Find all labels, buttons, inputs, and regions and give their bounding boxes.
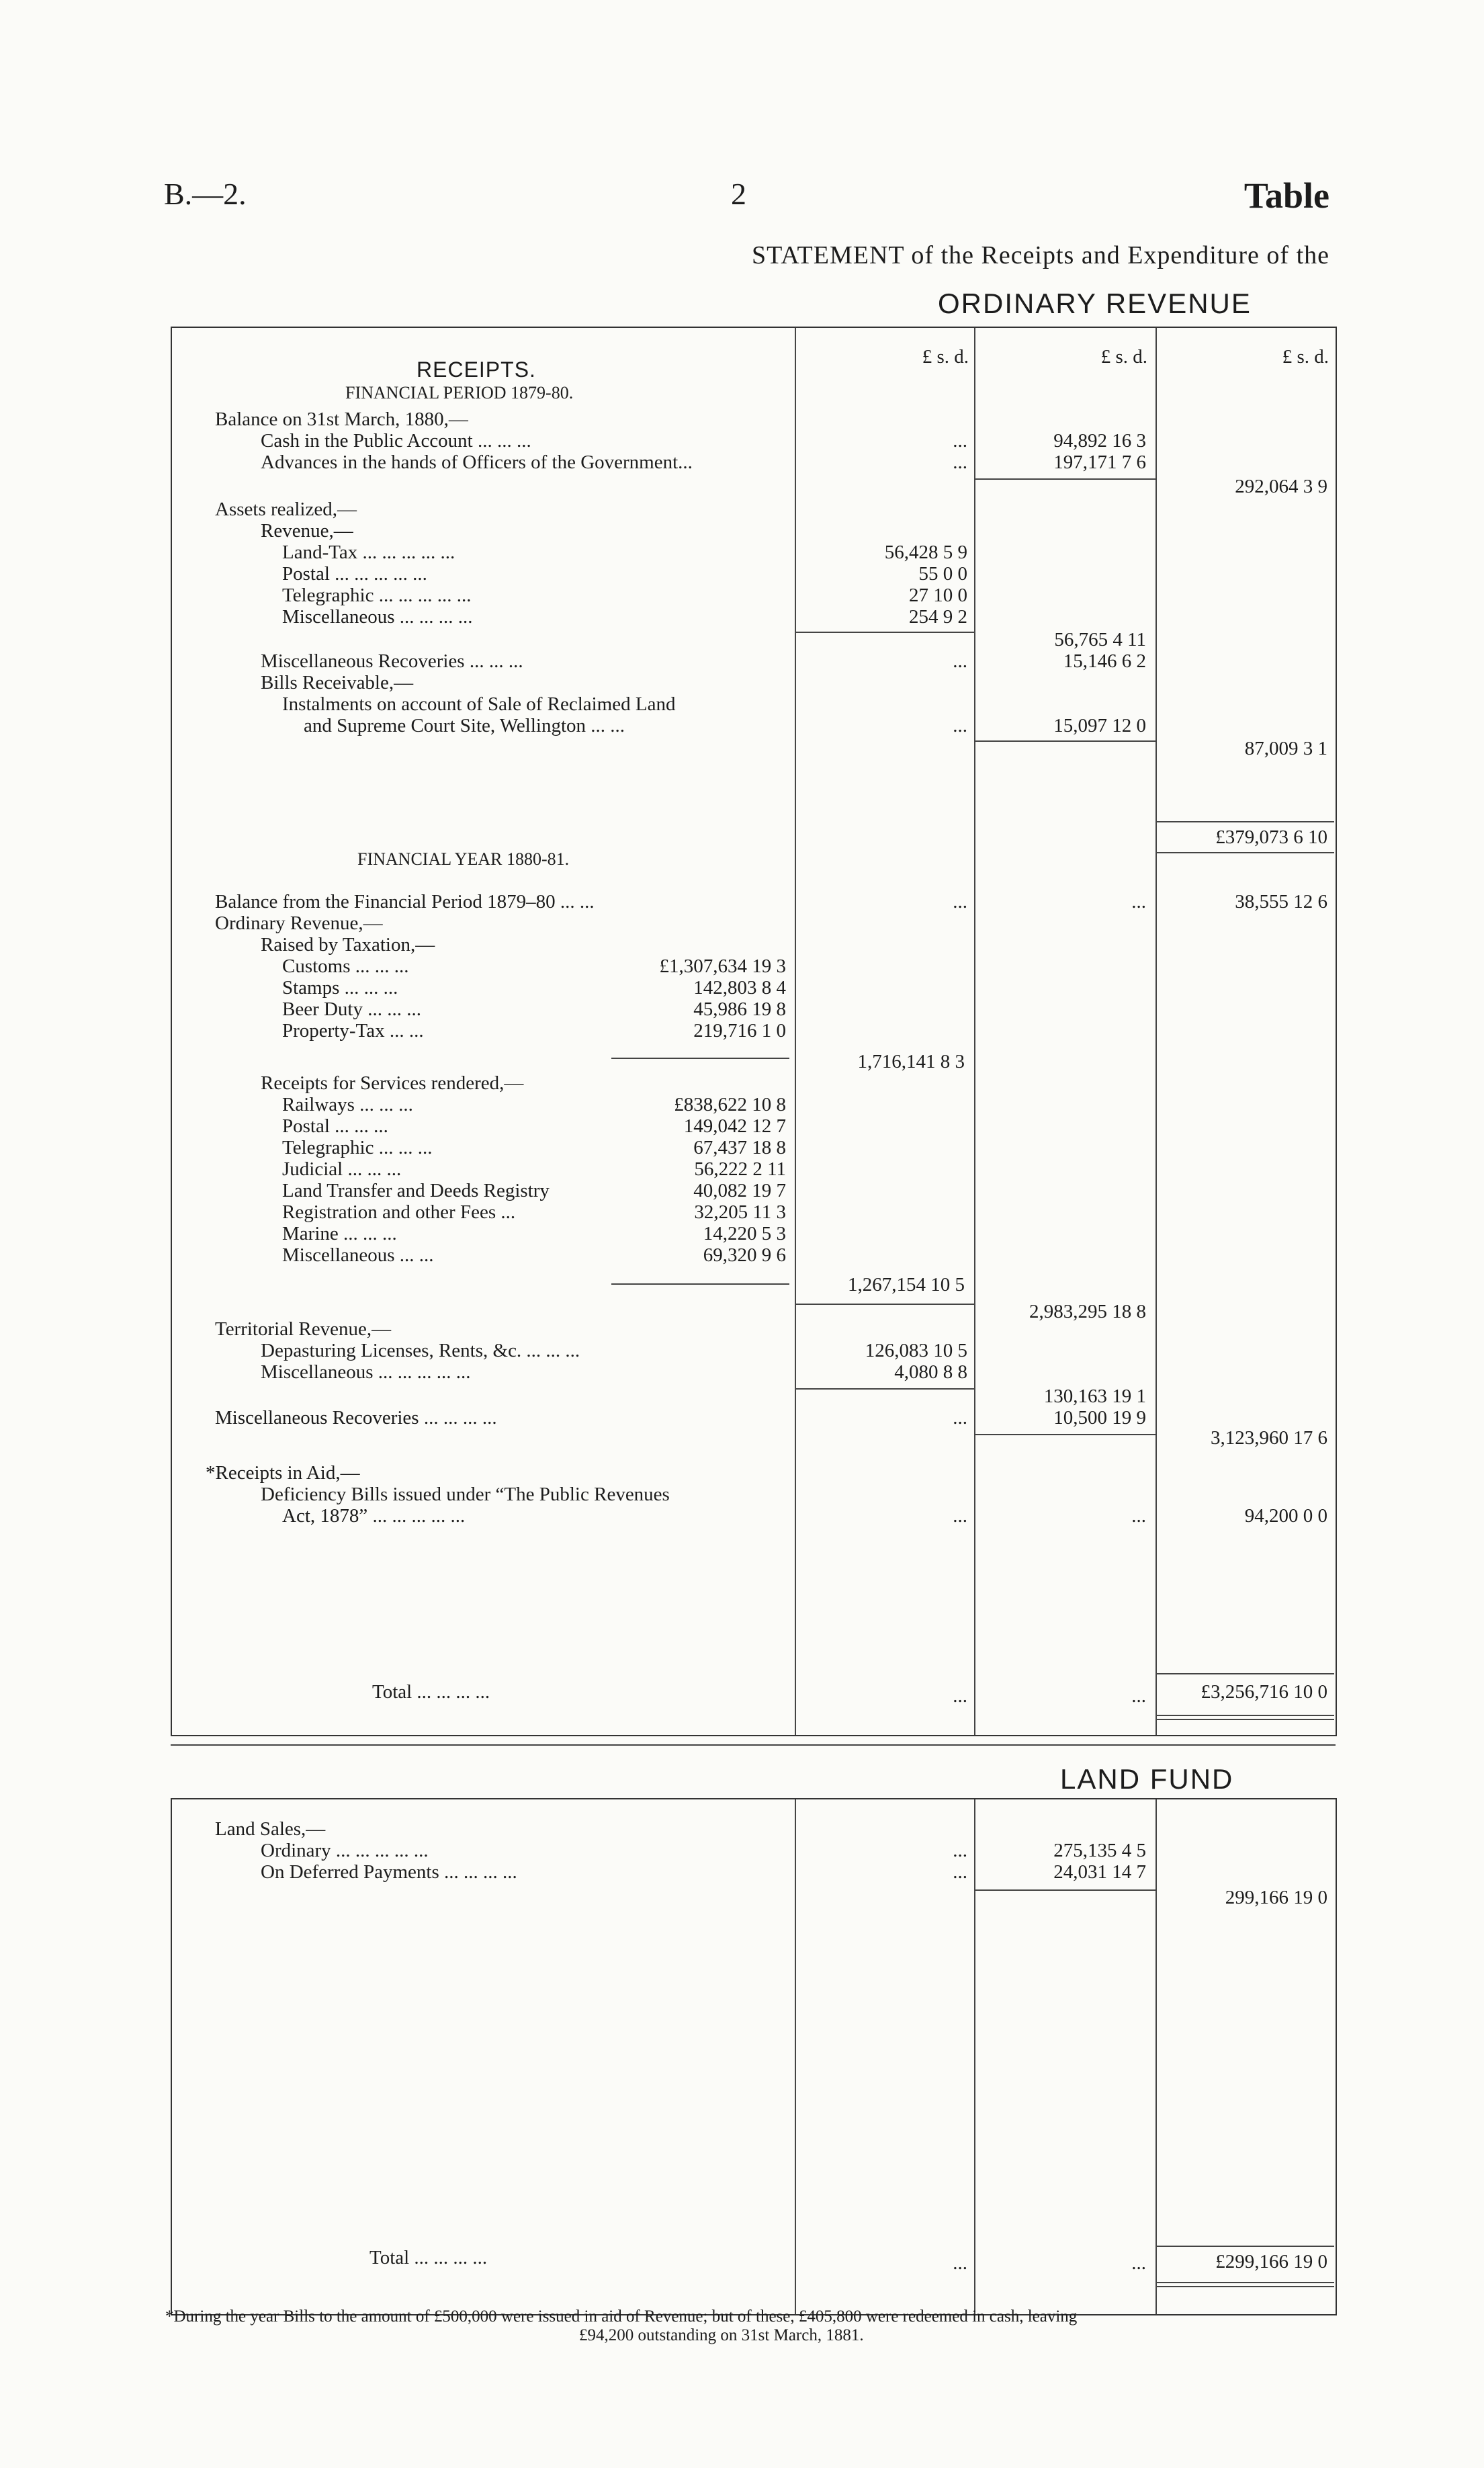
taxation-item-value: £1,307,634 19 3 [659,955,786,977]
rule [796,1304,974,1305]
balance-from-c2: ... [1131,891,1146,912]
misc-recoveries-label: Miscellaneous Recoveries ... ... ... [261,650,523,672]
total-label: Total ... ... ... ... [372,1681,490,1703]
rule [975,478,1155,480]
rule [611,1283,789,1285]
land-fund-title: LAND FUND [1060,1763,1234,1795]
land-ordinary-label: Ordinary ... ... ... ... ... [261,1840,429,1861]
year-misc-recoveries-c1: ... [953,1407,967,1429]
services-item-label: Miscellaneous ... ... [282,1244,434,1266]
services-item-value: 40,082 19 7 [693,1180,786,1201]
rule [975,1434,1155,1435]
land-total-c1: ... [953,2252,967,2274]
advances-c2: 197,171 7 6 [1053,452,1146,473]
territorial-label: Territorial Revenue,— [215,1318,392,1340]
balance-from-c1: ... [953,891,967,912]
financial-year-heading: FINANCIAL YEAR 1880-81. [357,849,570,869]
rule [1157,1715,1334,1716]
services-item-label: Postal ... ... ... [282,1115,388,1137]
total-c1: ... [953,1685,967,1707]
land-sales-label: Land Sales,— [215,1818,326,1840]
balance-from-c3: 38,555 12 6 [1235,891,1327,912]
land-total-c2: ... [1131,2252,1146,2274]
services-item-label: Marine ... ... ... [282,1223,397,1244]
rule [1157,852,1334,853]
column-divider [795,328,796,1735]
deficiency-label-1: Deficiency Bills issued under “The Public Revenues [261,1484,670,1505]
misc-label: Miscellaneous ... ... ... ... [282,606,473,628]
total-c2: ... [1131,1685,1146,1707]
column-divider [974,1799,975,2314]
rule [1157,1719,1334,1720]
services-item-value: 32,205 11 3 [694,1201,786,1223]
services-item-value: 69,320 9 6 [703,1244,786,1266]
land-deferred-c1: ... [953,1861,967,1883]
land-grand-total: £299,166 19 0 [1215,2251,1327,2272]
assets-label: Assets realized,— [215,499,357,520]
instalments-label-2: and Supreme Court Site, Wellington ... ... [304,715,625,736]
rule [1157,1673,1334,1674]
land-ordinary-c1: ... [953,1840,967,1861]
revenue-total-c2: 56,765 4 11 [1054,629,1146,650]
services-item-label: Telegraphic ... ... ... [282,1137,433,1158]
rule [1157,2286,1334,2287]
year-misc-recoveries-label: Miscellaneous Recoveries ... ... ... ... [215,1407,497,1429]
services-item-value: 67,437 18 8 [693,1137,786,1158]
land-deferred-label: On Deferred Payments ... ... ... ... [261,1861,517,1883]
rule [975,740,1155,742]
taxation-item-value: 142,803 8 4 [693,977,786,998]
services-item-value: 56,222 2 11 [694,1158,786,1180]
page-number: 2 [731,177,746,211]
depasturing-label: Depasturing Licenses, Rents, &c. ... ... ... [261,1340,580,1361]
year-misc-recoveries-c2: 10,500 19 9 [1053,1407,1146,1429]
services-item-label: Registration and other Fees ... [282,1201,516,1223]
landtax-label: Land-Tax ... ... ... ... ... [282,542,455,563]
column-divider [974,328,975,1735]
balance-total: 292,064 3 9 [1235,476,1327,497]
services-label: Receipts for Services rendered,— [261,1072,524,1094]
telegraphic-label: Telegraphic ... ... ... ... ... [282,585,472,606]
services-item-value: 149,042 12 7 [683,1115,786,1137]
services-item-label: Land Transfer and Deeds Registry [282,1180,550,1201]
land-ordinary-c2: 275,135 4 5 [1053,1840,1146,1861]
taxation-item-label: Beer Duty ... ... ... [282,998,421,1020]
services-item-value: £838,622 10 8 [674,1094,786,1115]
postal-c1: 55 0 0 [918,563,967,585]
depasturing-c1: 126,083 10 5 [865,1340,967,1361]
deficiency-c3: 94,200 0 0 [1244,1505,1327,1527]
table-word: Table [1243,175,1329,216]
taxation-item-label: Property-Tax ... ... [282,1020,424,1041]
postal-label: Postal ... ... ... ... ... [282,563,427,585]
services-item-value: 14,220 5 3 [703,1223,786,1244]
table-bottom-double-rule [171,1744,1336,1746]
territorial-total-c2: 130,163 19 1 [1043,1386,1146,1407]
instalments-c2: 15,097 12 0 [1053,715,1146,736]
ordinary-revenue-label: Ordinary Revenue,— [215,912,383,934]
deficiency-c2: ... [1131,1505,1146,1527]
instalments-label-1: Instalments on account of Sale of Reclaimed Land [282,693,676,715]
taxation-item-label: Stamps ... ... ... [282,977,398,998]
territorial-misc-label: Miscellaneous ... ... ... ... ... [261,1361,471,1383]
grand-total: £3,256,716 10 0 [1201,1681,1327,1703]
land-sales-total: 299,166 19 0 [1225,1887,1327,1908]
taxation-item-value: 45,986 19 8 [693,998,786,1020]
services-total: 1,267,154 10 5 [848,1274,965,1295]
deficiency-c1: ... [953,1505,967,1527]
taxation-item-label: Customs ... ... ... [282,955,409,977]
balance-label: Balance on 31st March, 1880,— [215,409,468,430]
statement-title: STATEMENT of the Receipts and Expenditure of the [751,241,1329,269]
assets-total: 87,009 3 1 [1244,738,1327,759]
balance-from-label: Balance from the Financial Period 1879–80 ... ... [215,891,595,912]
col-header-1: £ s. d. [922,346,969,368]
misc-c1: 254 9 2 [909,606,967,628]
col-header-3: £ s. d. [1282,346,1329,368]
landtax-c1: 56,428 5 9 [884,542,967,563]
rule [1157,2246,1334,2247]
advances-label: Advances in the hands of Officers of the Government... [261,452,693,473]
cash-c2: 94,892 16 3 [1053,430,1146,452]
period-total: £379,073 6 10 [1215,826,1327,848]
column-divider [795,1799,796,2314]
cash-label: Cash in the Public Account ... ... ... [261,430,531,452]
land-total-label: Total ... ... ... ... [369,2247,488,2268]
document-code: B.—2. [164,177,247,211]
ordinary-total-c2: 2,983,295 18 8 [1029,1301,1146,1322]
receipts-heading: RECEIPTS. [417,357,536,382]
taxation-label: Raised by Taxation,— [261,934,435,955]
footnote-line-2: £94,200 outstanding on 31st March, 1881. [579,2326,864,2344]
year-total-c3: 3,123,960 17 6 [1211,1427,1327,1449]
rule [1157,821,1334,822]
rule [1157,2282,1334,2283]
column-divider [1155,1799,1157,2314]
land-deferred-c2: 24,031 14 7 [1053,1861,1146,1883]
territorial-misc-c1: 4,080 8 8 [894,1361,967,1383]
cash-c1: ... [953,430,967,452]
rule [611,1058,789,1059]
taxation-total: 1,716,141 8 3 [857,1051,965,1072]
rule [796,632,974,633]
misc-recoveries-c2: 15,146 6 2 [1063,650,1146,672]
telegraphic-c1: 27 10 0 [909,585,967,606]
receipts-in-aid-label: *Receipts in Aid,— [206,1462,360,1484]
services-item-label: Railways ... ... ... [282,1094,413,1115]
services-item-label: Judicial ... ... ... [282,1158,402,1180]
rule [796,1388,974,1390]
footnote-line-1: *During the year Bills to the amount of £500,000 were issued in aid of Revenue; but of these, £405,800 were redeemed in cash, leaving [165,2307,1078,2326]
col-header-2: £ s. d. [1100,346,1147,368]
rule [975,1889,1155,1891]
deficiency-label-2: Act, 1878” ... ... ... ... ... [282,1505,466,1527]
bills-label: Bills Receivable,— [261,672,414,693]
taxation-item-value: 219,716 1 0 [693,1020,786,1041]
advances-c1: ... [953,452,967,473]
revenue-label: Revenue,— [261,520,353,542]
misc-recoveries-c1: ... [953,650,967,672]
financial-period-heading: FINANCIAL PERIOD 1879-80. [345,383,574,402]
column-divider [1155,328,1157,1735]
instalments-c1: ... [953,715,967,736]
ordinary-revenue-title: ORDINARY REVENUE [938,288,1252,319]
